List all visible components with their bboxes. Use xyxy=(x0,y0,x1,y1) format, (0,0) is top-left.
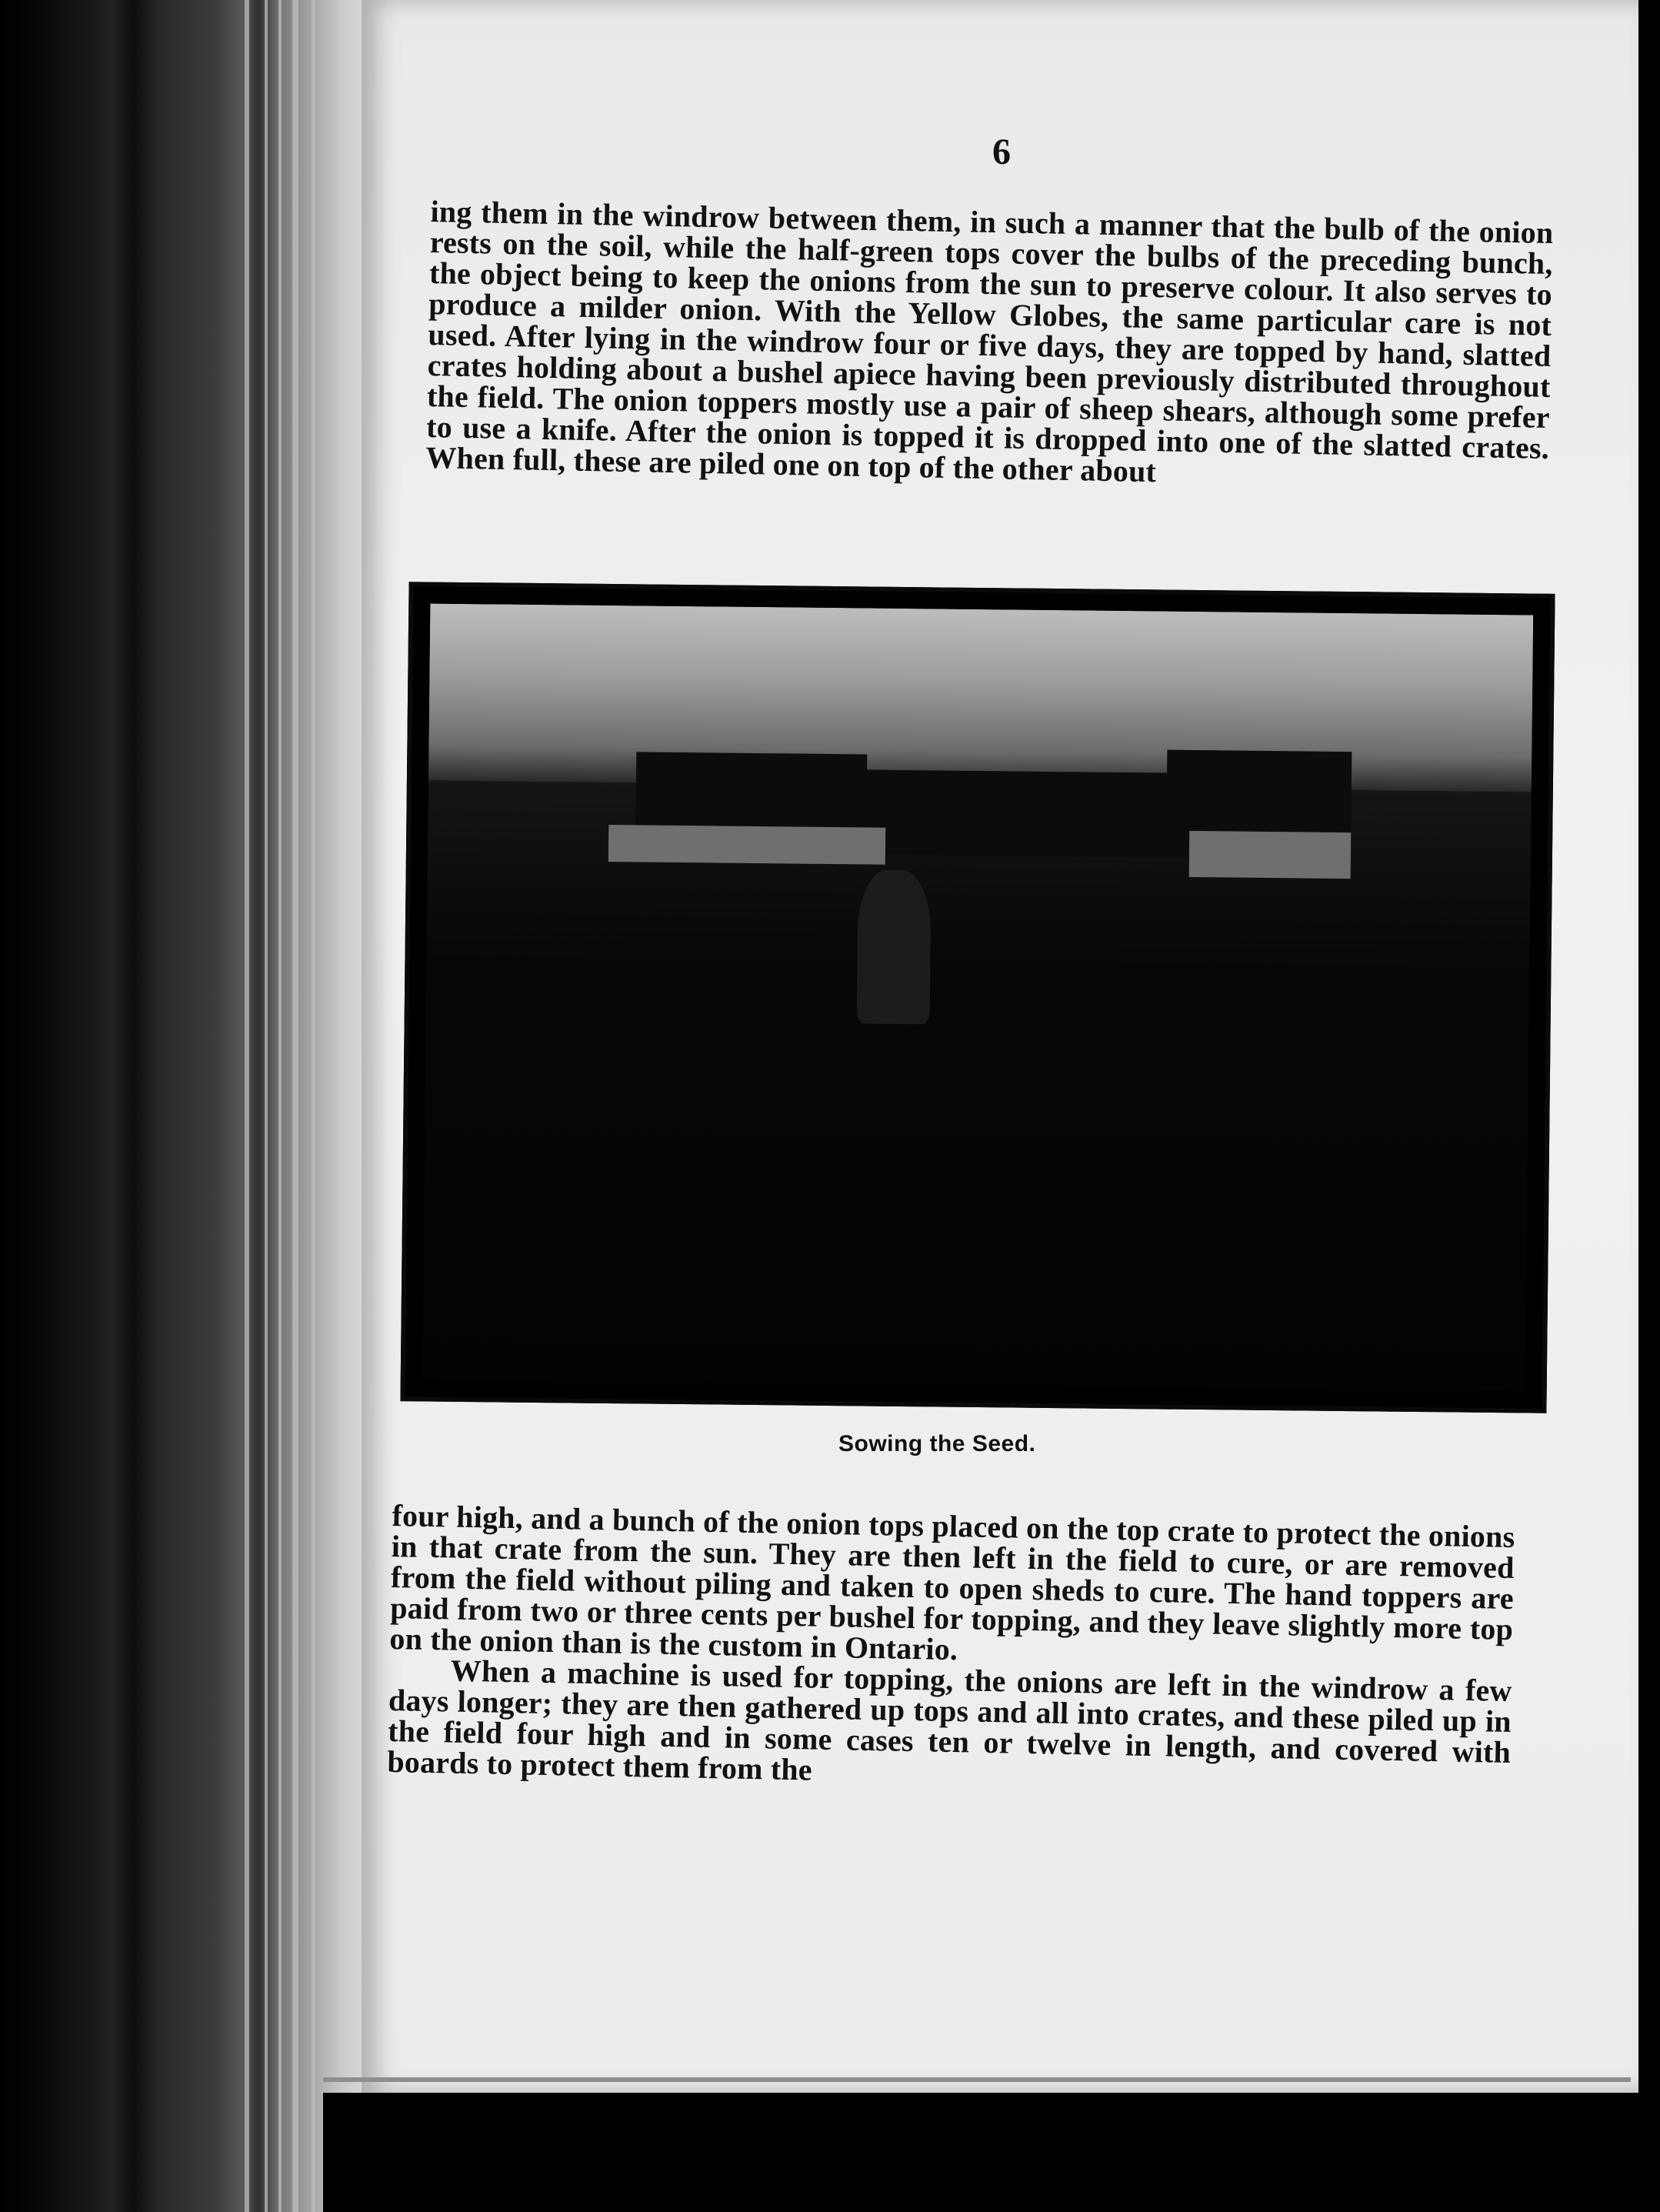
spine-page-edge xyxy=(278,0,282,2212)
page-number: 6 xyxy=(992,132,1011,172)
bottom-paragraph-block xyxy=(387,1500,1515,1799)
photo-building xyxy=(858,769,1167,857)
top-paragraph-block xyxy=(425,196,1554,495)
book-spine xyxy=(0,0,369,2212)
photo-wall xyxy=(608,825,885,865)
photograph xyxy=(400,582,1555,1413)
photo-person xyxy=(857,869,932,1024)
paragraph: four high, and a bunch of the onion tops placed on the top crate to protect the onions in that crate from the sun. They are then left in the field to cure, or are removed from the field without piling and taken to open sheds to cure. The hand toppers are paid from two or three cents per bushel for topping, and they leave slightly more top on the onion than is the custom in Ontario. xyxy=(389,1498,1515,1667)
paragraph: ing them in the windrow between them, in such a manner that the bulb of the onion rests on the soil, while the half-green tops cover the bulbs of the preceding bunch, the object being to keep the onions from the sun to preserve colour. It also serves to produce a milder onion. With the Yellow Globes, the same particular care is not used. After lying in the windrow four or five days, they are topped by hand, slatted crates holding about a bushel apiece having been previously distributed throughout the field. The onion toppers mostly use a pair of sheep shears, although some prefer to use a knife. After the onion is topped it is dropped into one of the slatted crates. When full, these are piled one on top of the other about xyxy=(425,194,1554,489)
paragraph: When a machine is used for topping, the onions are left in the windrow a few days longer; they are then gathered up tops and all into crates, and these piled up in the field four high and in some cases ten or twelve in length, and covered with boards to protect them from the xyxy=(387,1653,1512,1787)
photo-wall xyxy=(1189,831,1352,879)
spine-page-edge xyxy=(292,0,298,2212)
spine-page-edge xyxy=(312,0,315,2212)
scan-background xyxy=(323,2093,1646,2212)
photo-sky xyxy=(428,604,1533,792)
page-bottom-edge xyxy=(323,2077,1631,2082)
photo-scene xyxy=(422,604,1533,1392)
figure-caption: Sowing the Seed. xyxy=(838,1431,1036,1456)
spine-page-edge xyxy=(265,0,268,2212)
photo-field xyxy=(422,781,1532,1392)
spine-page-edge xyxy=(245,0,249,2212)
